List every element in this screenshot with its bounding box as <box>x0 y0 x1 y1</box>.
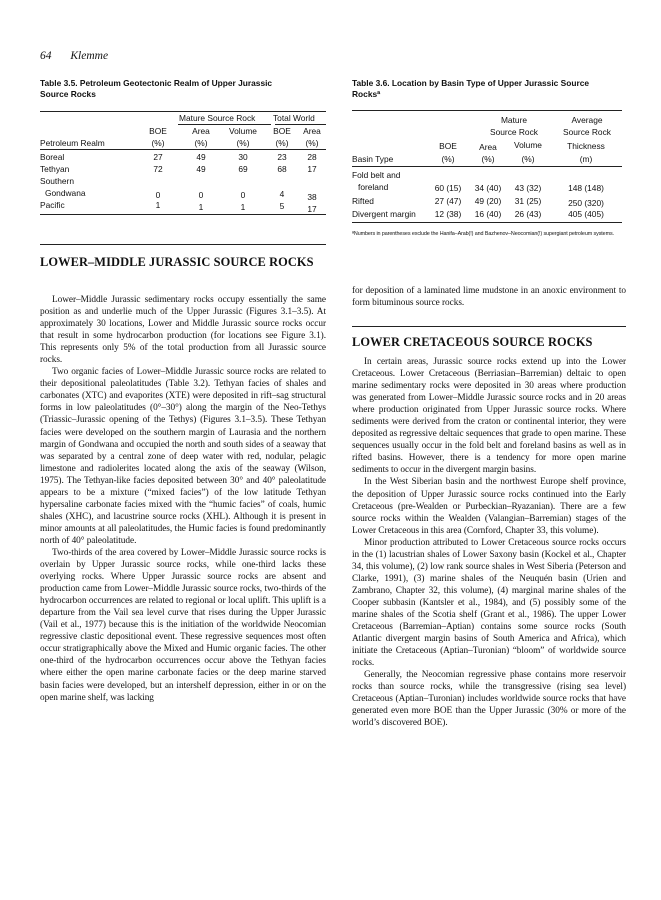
col-volume: Volume <box>514 140 542 150</box>
running-header <box>40 50 108 62</box>
basin-type-cell: Divergent margin <box>352 209 416 219</box>
col-volume: Volume <box>229 126 257 136</box>
header-source-rock: Source Rock <box>490 127 538 137</box>
col-thickness: Thickness <box>567 141 605 151</box>
volume-cell: 30 <box>238 152 248 162</box>
area-cell: 49 <box>196 164 206 174</box>
unit: (m) <box>579 154 593 164</box>
boe-cell: 60 (15) <box>434 183 462 193</box>
header-mature: Mature <box>500 115 528 125</box>
group-header-total: Total World <box>273 113 315 123</box>
basin-type-cell: Rifted <box>352 196 374 206</box>
total-boe-cell: 5 <box>279 201 285 211</box>
col-area-total: Area <box>303 126 321 136</box>
total-boe-cell: 4 <box>279 189 285 199</box>
col-area: Area <box>479 142 497 152</box>
col-basin-type: Basin Type <box>352 154 394 164</box>
thickness-cell: 148 (148) <box>568 183 604 193</box>
thickness-cell: 405 (405) <box>568 209 604 219</box>
paragraph: Minor production attributed to Lower Cretaceous source rocks occurs in the (1) lacustrian shales of Lower Saxony basin (Kockel et al., Chapter 34, this volume), (2) low rank source shales in West Siberia (Peterson and Clarke, 1991), (3) marine shales of the Neuquén basin (Urien and Zambrano, Chapter 32, this volume), (4) marginal marine shales of the Cooper subbasin (Kantsler et al., 1984), and (5) possibly some of the marine shales of the Scotia shelf (Grant et al., 1986). The upper Lower Cretaceous (Barremian–Aptian) contains some source rocks (South Atlantic divergent margin basins of South America and Africa), which initiate the Cretaceous (Aptian–Turonian) “bloom” of worldwide source rocks. <box>352 537 626 669</box>
volume-cell: 43 (32) <box>514 183 542 193</box>
basin-type-cell: Fold belt and <box>352 170 401 180</box>
realm-cell: Southern <box>40 176 74 186</box>
col-realm: Petroleum Realm <box>40 138 105 148</box>
unit: (%) <box>194 138 208 148</box>
group-rule-total <box>275 124 326 125</box>
right-column-body <box>352 356 626 729</box>
area-cell: 49 (20) <box>474 196 502 206</box>
section-heading-lower-middle-jurassic: LOWER–MIDDLE JURASSIC SOURCE ROCKS <box>40 255 314 269</box>
area-cell: 0 <box>198 190 204 200</box>
boe-cell: 72 <box>153 164 163 174</box>
page-number: 64 <box>40 50 52 62</box>
realm-cell: Gondwana <box>45 188 86 198</box>
area-cell: 16 (40) <box>474 209 502 219</box>
paragraph: Two-thirds of the area covered by Lower–Middle Jurassic source rocks is overlain by Upper Jurassic source rocks, while one-third lacks these overlying rocks. Where Upper Jurassic source rocks are absent and production came from Lower–Middle Jurassic source rocks, two-thirds of the hydrocarbon occurrences are related to regional or local uplift. This uplift is a departure from the Vail sea level curve that rises during the Upper Jurassic (Vail et al., 1977) because this is the initiation of the worldwide Neocomian regressive clastic depositional event. These regressive sequences most often occur stratigraphically above the Mixed and Humic organic facies. The other one-third of the hydrocarbon occurrences occur above the Tethyan facies where either the open marine carbonate facies or the deep marine starved basin facies were developed, but an intershelf depression, either in or on the open marine shelf, was lacking <box>40 547 326 703</box>
section-rule-left <box>40 244 326 245</box>
col-boe: BOE <box>149 126 167 136</box>
header-average: Average <box>571 115 603 125</box>
boe-cell: 12 (38) <box>434 209 462 219</box>
table-3-5 <box>40 103 326 213</box>
realm-cell: Tethyan <box>40 164 70 174</box>
unit: (%) <box>441 154 455 164</box>
paragraph: Two organic facies of Lower–Middle Jurassic source rocks are related to their depositional paleolatitudes (Table 3.2). Tethyan facies of shales and carbonates (XTC) and evaporites (XTE) were deposited in rift–sag structural forms in low paleolatitudes (0°–30°) along the margin of the Neo-Tethys (Triassic–Jurassic opening of the Tethys) (Figures 3.1–3.5). These Tethyan facies were developed on the southern margin of Laurasia and the northern margin of Gondwana and occupied the north and south sides of a seaway that was separated by a central zone of deep water with red, nodular, pelagic limestone and radiolerites located along the axis of the seaway (Wilson, 1975). The Tethyan-like facies deposited between 30° and 40° paleolatitude appears to be a mixture (“mixed facies”) of the low latitude Tethyan hypersaline carbonate facies mixed with the “humic facies” of coals, humic shales (XHC), and lacustrine source rocks (XHL). Although it is present in minor amounts at all paleolatitudes, the Humic facies is found predominantly north of 40° paleolatitude. <box>40 367 326 546</box>
left-column-body <box>40 294 326 704</box>
volume-cell: 1 <box>240 202 246 212</box>
section-heading-lower-cretaceous: LOWER CRETACEOUS SOURCE ROCKS <box>352 335 593 349</box>
total-area-cell: 17 <box>307 204 317 214</box>
paragraph: Lower–Middle Jurassic sedimentary rocks occupy essentially the same position as and underlie much of the Upper Jurassic (Figures 3.1–3.5). At approximately 30 locations, Lower and Middle Jurassic source rocks occur that result in some hydrocarbon production (for locations see Figure 3.1). This represents only 5% of the total production from all Jurassic source rocks. <box>40 295 326 366</box>
boe-cell: 27 (47) <box>434 196 462 206</box>
table-header-rule <box>40 149 326 150</box>
total-boe-cell: 68 <box>277 164 287 174</box>
realm-cell: Boreal <box>40 152 65 162</box>
right-column-continuation <box>352 285 626 309</box>
running-author: Klemme <box>70 50 109 62</box>
unit: (%) <box>305 138 319 148</box>
boe-cell: 27 <box>153 152 163 162</box>
table-top-rule <box>352 110 622 111</box>
total-area-cell: 38 <box>307 192 317 202</box>
total-area-cell: 17 <box>307 164 317 174</box>
table-top-rule <box>40 111 326 112</box>
group-rule-mature <box>178 124 271 125</box>
paragraph: Generally, the Neocomian regressive phase contains more reservoir rocks than source rocks, while the transgressive (rising sea level) Cretaceous (Aptian–Turonian) includes worldwide source rocks that have generated even more BOE than the Upper Jurassic (30% or more of the world’s discovered BOE). <box>352 670 626 729</box>
unit: (%) <box>151 138 165 148</box>
table-bottom-rule <box>352 222 622 223</box>
unit: (%) <box>275 138 289 148</box>
paragraph: In certain areas, Jurassic source rocks extend up into the Lower Cretaceous. Lower Cretaceous (Berriasian–Barremian) deltaic to open marine sedimentary rocks were deposited in 30 areas where production was generated from Lower–Middle Jurassic source rocks and in 20 areas where production originated from Upper Jurassic source rocks. Where sediments were derived from the craton or continental interior, they were deposited as regressive deltaic sequences that grade to open marine. These sequences usually occur in the fold belt and foreland basins as well as in rifted basins. However, there is a tendency for more open marine sediments to occur in the divergent margin basins. <box>352 357 626 476</box>
unit: (%) <box>481 154 495 164</box>
unit: (%) <box>521 154 535 164</box>
unit: (%) <box>236 138 250 148</box>
area-cell: 49 <box>196 152 206 162</box>
volume-cell: 0 <box>240 190 246 200</box>
section-rule-right <box>352 326 626 327</box>
paragraph: In the West Siberian basin and the northwest Europe shelf province, the deposition of Upper Jurassic source rocks continued into the Early Cretaceous (pre-Wealden or Purbeckian–Ryazanian). There are a few source rocks within the Wealden (Valangian–Barremian) stages of the Lower Cretaceous in this area (Cornford, Chapter 33, this volume). <box>352 477 626 536</box>
col-boe: BOE <box>439 141 457 151</box>
total-boe-cell: 23 <box>277 152 287 162</box>
table-header-rule <box>352 166 622 167</box>
volume-cell: 31 (25) <box>514 196 542 206</box>
boe-cell: 0 <box>155 190 161 200</box>
total-area-cell: 28 <box>307 152 317 162</box>
group-header-mature: Mature Source Rock <box>179 113 256 123</box>
basin-type-cell: foreland <box>358 182 389 192</box>
table-3-5-caption: Table 3.5. Petroleum Geotectonic Realm of Upper Jurassic Source Rocks <box>40 78 273 99</box>
realm-cell: Pacific <box>40 200 65 210</box>
thickness-cell: 250 (320) <box>568 198 604 208</box>
header-source-rock-2: Source Rock <box>563 127 611 137</box>
col-area: Area <box>192 126 210 136</box>
table-bottom-rule <box>40 214 326 215</box>
table-3-6-footnote: ªNumbers in parentheses exclude the Hanifa–Arab(!) and Bazhenov–Neocomian(!) supergiant petroleum systems. <box>352 231 614 237</box>
col-boe-total: BOE <box>273 126 291 136</box>
volume-cell: 26 (43) <box>514 209 542 219</box>
paragraph: for deposition of a laminated lime mudstone in an anoxic environment to form bituminous source rocks. <box>352 286 626 309</box>
table-3-6-caption: Table 3.6. Location by Basin Type of Upper Jurassic Source Rocksª <box>352 78 590 99</box>
boe-cell: 1 <box>155 200 161 210</box>
area-cell: 34 (40) <box>474 183 502 193</box>
volume-cell: 69 <box>238 164 248 174</box>
area-cell: 1 <box>198 202 204 212</box>
